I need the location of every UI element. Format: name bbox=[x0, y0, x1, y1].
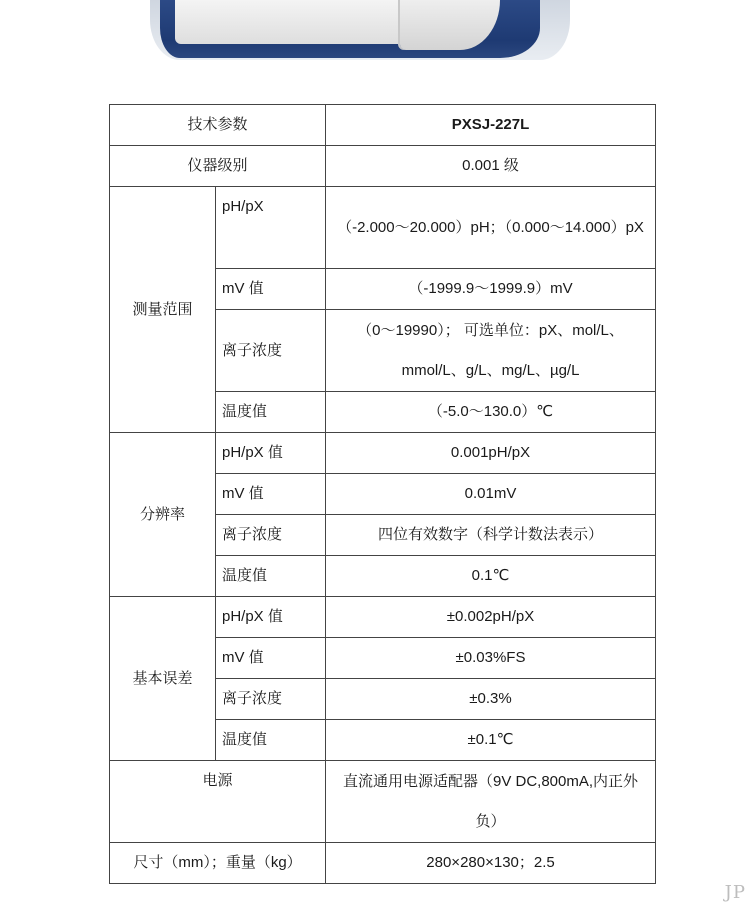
error-group-label: 基本误差 bbox=[110, 597, 216, 761]
res-temp-name: 温度值 bbox=[216, 556, 326, 597]
res-ion-value: 四位有效数字（科学计数法表示） bbox=[326, 515, 656, 556]
err-ph-name: pH/pX 值 bbox=[216, 597, 326, 638]
model-name: PXSJ-227L bbox=[326, 105, 656, 146]
power-value: 直流通用电源适配器（9V DC,800mA,内正外负） bbox=[326, 761, 656, 843]
res-temp-value: 0.1℃ bbox=[326, 556, 656, 597]
table-header-row bbox=[110, 105, 656, 146]
table-row-power bbox=[110, 761, 656, 843]
power-label: 电源 bbox=[110, 761, 326, 843]
watermark: JP bbox=[724, 882, 746, 903]
res-ion-name: 离子浓度 bbox=[216, 515, 326, 556]
range-ph-value: （-2.000～20.000）pH；（0.000～14.000）pX bbox=[326, 187, 656, 269]
table-row-err-ph bbox=[110, 597, 656, 638]
range-temp-value: （-5.0～130.0）℃ bbox=[326, 392, 656, 433]
grade-value: 0.001 级 bbox=[326, 146, 656, 187]
table-row-res-ph bbox=[110, 433, 656, 474]
spec-table bbox=[109, 104, 656, 884]
range-ion-name: 离子浓度 bbox=[216, 310, 326, 392]
range-ph-name: pH/pX bbox=[216, 187, 326, 269]
err-temp-name: 温度值 bbox=[216, 720, 326, 761]
err-temp-value: ±0.1℃ bbox=[326, 720, 656, 761]
err-ion-value: ±0.3% bbox=[326, 679, 656, 720]
table-row-grade bbox=[110, 146, 656, 187]
range-mv-name: mV 值 bbox=[216, 269, 326, 310]
res-mv-name: mV 值 bbox=[216, 474, 326, 515]
res-ph-name: pH/pX 值 bbox=[216, 433, 326, 474]
err-mv-value: ±0.03%FS bbox=[326, 638, 656, 679]
size-label: 尺寸（mm）；重量（kg） bbox=[110, 843, 326, 884]
res-ph-value: 0.001pH/pX bbox=[326, 433, 656, 474]
table-row-range-ph bbox=[110, 187, 656, 269]
header-label: 技术参数 bbox=[110, 105, 326, 146]
product-image bbox=[0, 0, 750, 72]
err-ph-value: ±0.002pH/pX bbox=[326, 597, 656, 638]
err-ion-name: 离子浓度 bbox=[216, 679, 326, 720]
grade-label: 仪器级别 bbox=[110, 146, 326, 187]
range-temp-name: 温度值 bbox=[216, 392, 326, 433]
range-mv-value: （-1999.9～1999.9）mV bbox=[326, 269, 656, 310]
res-mv-value: 0.01mV bbox=[326, 474, 656, 515]
range-group-label: 测量范围 bbox=[110, 187, 216, 433]
err-mv-name: mV 值 bbox=[216, 638, 326, 679]
resolution-group-label: 分辨率 bbox=[110, 433, 216, 597]
size-value: 280×280×130；2.5 bbox=[326, 843, 656, 884]
table-row-size bbox=[110, 843, 656, 884]
range-ion-value: （0～19990）； 可选单位：pX、mol/L、mmol/L、g/L、mg/L、µg/L bbox=[326, 310, 656, 392]
